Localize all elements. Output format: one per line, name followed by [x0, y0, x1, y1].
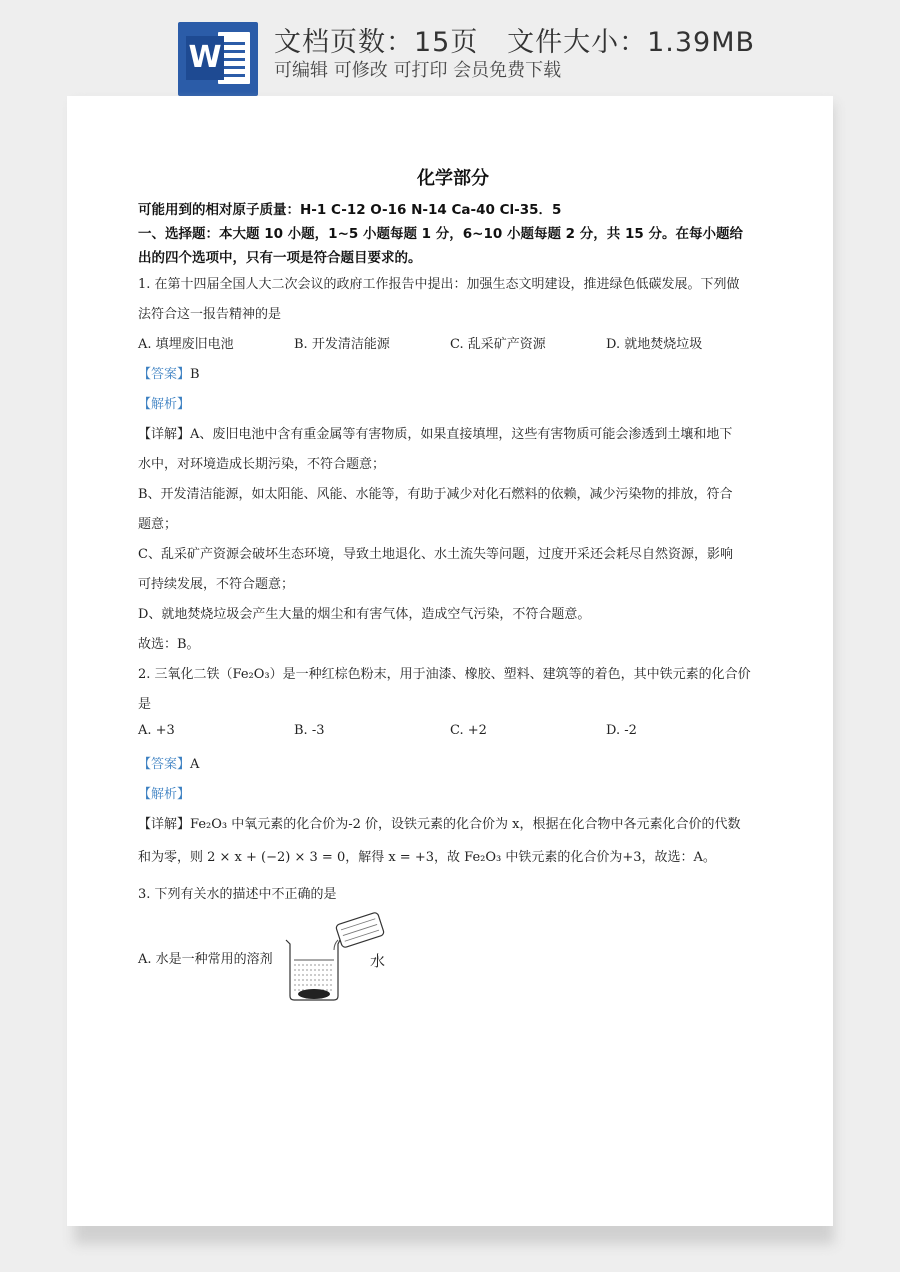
question-1-stem: 1. 在第十四届全国人大二次会议的政府工作报告中提出：加强生态文明建设，推进绿色低碳发展。下列做 [138, 277, 740, 292]
answer-tag: 【答案】 [138, 367, 191, 382]
doc-actions: 可编辑 可修改 可打印 会员免费下载 [274, 60, 562, 81]
q1-analysis-tag: 【解析】 [138, 397, 191, 412]
section-heading-cont: 出的四个选项中，只有一项是符合题目要求的。 [138, 250, 422, 266]
word-letter: W [186, 36, 224, 80]
detail-text: A、废旧电池中含有重金属等有害物质，如果直接填埋，这些有害物质可能会渗透到土壤和地下 [190, 427, 733, 442]
q2-option-d: D. -2 [606, 723, 637, 738]
q1-detail-line: C、乱采矿产资源会破坏生态环境，导致土地退化、水土流失等问题，过度开采还会耗尽自然资源，影响 [138, 547, 733, 562]
doc-line [223, 66, 245, 69]
q2-option-b: B. -3 [294, 723, 325, 738]
doc-info: 文档页数：15页 文件大小：1.39MB [274, 27, 756, 58]
q1-answer [138, 363, 200, 382]
q1-conclusion: 故选：B。 [138, 637, 200, 652]
q1-option-d: D. 就地焚烧垃圾 [606, 337, 703, 352]
q1-option-c: C. 乱采矿产资源 [450, 337, 546, 352]
q3-option-a: A. 水是一种常用的溶剂 [138, 952, 273, 967]
atomic-mass-line: 可能用到的相对原子质量：H-1 C-12 O-16 N-14 Ca-40 Cl-35．5 [138, 202, 562, 218]
doc-line [223, 50, 245, 53]
answer-tag: 【答案】 [138, 757, 191, 772]
q1-detail-line [138, 423, 732, 442]
question-2-stem: 2. 三氧化二铁（Fe₂O₃）是一种红棕色粉末，用于油漆、橡胶、塑料、建筑等的着色，其中铁元素的化合价 [138, 667, 751, 682]
q1-detail-line: 题意； [138, 517, 178, 532]
q2-detail-line [138, 813, 741, 832]
word-doc-icon [178, 22, 258, 96]
doc-line [223, 74, 245, 77]
page-title: 化学部分 [417, 168, 489, 189]
doc-line [223, 42, 245, 45]
document-header [0, 0, 900, 96]
section-heading: 一、选择题：本大题 10 小题，1~5 小题每题 1 分，6~10 小题每题 2 分，共 15 分。在每小题给 [138, 226, 743, 242]
question-3-stem: 3. 下列有关水的描述中不正确的是 [138, 887, 337, 902]
answer-value: A [190, 757, 200, 772]
doc-line [223, 58, 245, 61]
detail-tag: 【详解】 [138, 817, 191, 832]
detail-text: Fe₂O₃ 中氧元素的化合价为-2 价，设铁元素的化合价为 x，根据在化合物中各元素化合价的代数 [190, 817, 741, 832]
q1-detail-line: 水中，对环境造成长期污染，不符合题意； [138, 457, 386, 472]
q2-option-a: A. +3 [138, 723, 175, 738]
q1-detail-line: D、就地焚烧垃圾会产生大量的烟尘和有害气体，造成空气污染，不符合题意。 [138, 607, 591, 622]
q1-option-b: B. 开发清洁能源 [294, 337, 390, 352]
question-1-stem-cont: 法符合这一报告精神的是 [138, 307, 282, 322]
q2-analysis-tag: 【解析】 [138, 787, 191, 802]
q1-detail-line: 可持续发展，不符合题意； [138, 577, 295, 592]
q2-detail-line: 和为零，则 2 × x + (−2) × 3 = 0，解得 x = +3，故 Fe₂O₃ 中铁元素的化合价为+3，故选：A。 [138, 850, 716, 865]
q2-option-c: C. +2 [450, 723, 487, 738]
question-2-stem-cont: 是 [138, 697, 152, 712]
q1-option-a: A. 填埋废旧电池 [138, 337, 234, 352]
detail-tag: 【详解】 [138, 427, 191, 442]
q2-answer [138, 753, 199, 772]
answer-value: B [190, 367, 200, 382]
q1-detail-line: B、开发清洁能源，如太阳能、风能、水能等，有助于减少对化石燃料的依赖，减少污染物的排放，符合 [138, 487, 733, 502]
water-label: 水 [370, 952, 386, 970]
beaker-figure [280, 910, 390, 1002]
